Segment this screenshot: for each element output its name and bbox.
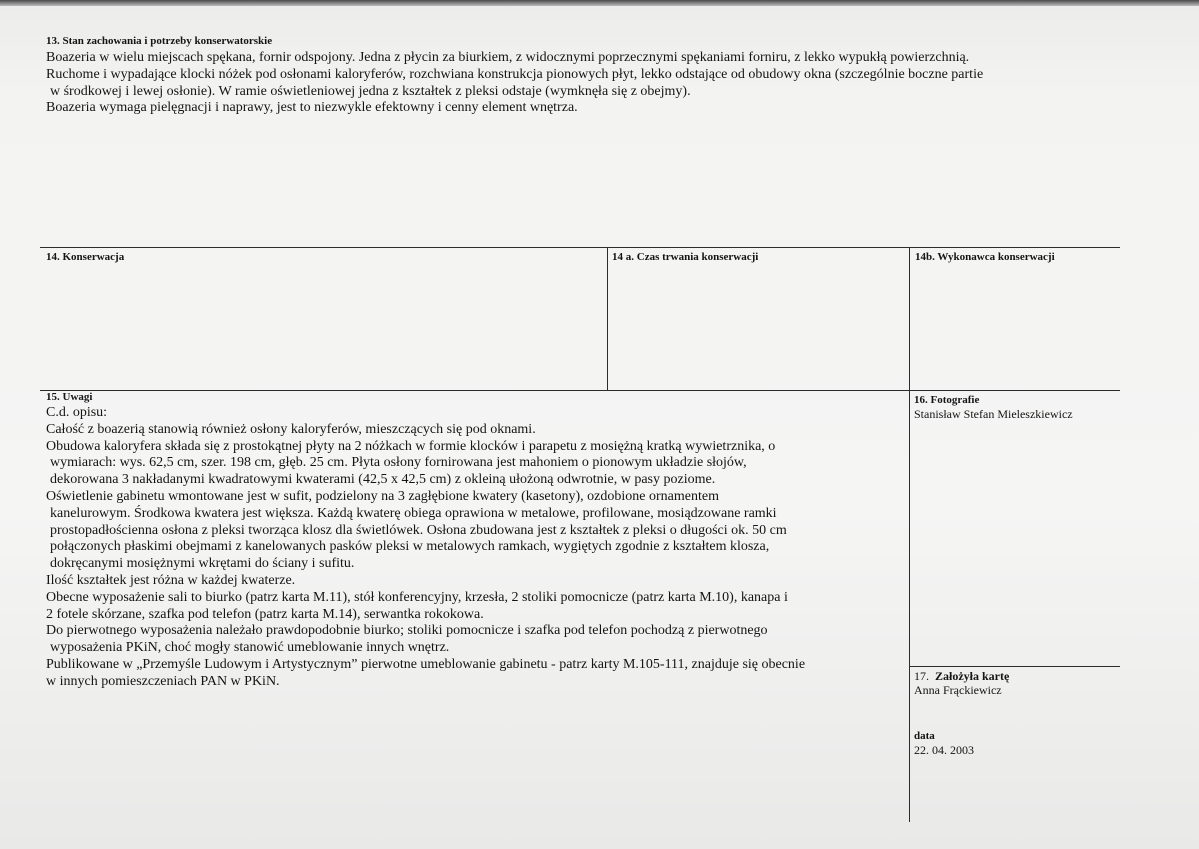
remarks-line: dekorowana 3 nakładanymi kwadratowymi kwaterami (42,5 x 42,5 cm) z okleiną ułożoną odwrotnie, w pasy poziome. [50,472,716,488]
remarks-line: wyposażenia PKiN, choć mogły stanowić umeblowanie innych wnętrz. [50,640,450,656]
condition-text [46,50,1146,117]
condition-line: Boazeria w wielu miejscach spękana, fornir odspojony. Jedna z płycin za biurkiem, z widocznymi poprzecznymi spękaniami forniru, z lekko wypukłą powierzchnią. [46,50,970,65]
cell-divider [909,666,1120,667]
section-photos [914,394,1119,421]
condition-line: Ruchome i wypadające klocki nóżek pod osłonami kaloryferów, rozchwiana konstrukcja pionowych płyt, lekko odstające od obudowy okna (szczególnie boczne partie [46,66,984,82]
remarks-heading: 15. Uwagi [46,391,93,403]
condition-line: w środkowej i lewej osłonie). W ramie oświetleniowej jedna z kształtek z pleksi odstaje (wymknęła się z obejmy). [50,83,691,99]
remarks-text [46,405,906,691]
remarks-line: Obudowa kaloryfera składa się z prostokątnej płyty na 2 nóżkach w formie klocków i parapetu z mosiężną kratką wywietrznika, o [46,438,776,454]
card-author-label: Założyła kartę [935,669,1010,683]
remarks-line: Publikowane w „Przemyśle Ludowym i Artystycznym” pierwotne umeblowanie gabinetu - patrz karty M.105-111, znajduje się obecnie [46,656,806,672]
conservator-heading: 14b. Wykonawca konserwacji [915,251,1055,263]
conservation-heading: 14. Konserwacja [46,251,125,263]
conservation-duration-heading: 14 a. Czas trwania konserwacji [612,251,759,263]
date-heading: data [914,730,935,742]
remarks-line: Oświetlenie gabinetu wmontowane jest w sufit, podzielony na 3 zagłębione kwatery (kasetony), ozdobione ornamentem [46,488,719,504]
section-date [914,730,1119,757]
remarks-line: prostopadłościenna osłona z pleksi tworząca klosz dla świetlówek. Osłona zbudowana jest z kształtek z pleksi o długości ok. 50 cm [50,522,787,538]
photographer-name: Stanisław Stefan Mieleszkiewicz [914,407,1073,421]
card-author-number: 17. [914,669,929,683]
remarks-line: wymiarach: wys. 62,5 cm, szer. 198 cm, głęb. 25 cm. Płyta osłony fornirowana jest mahoniem o pionowym układzie słojów, [50,455,747,471]
card-author-heading [914,670,1119,683]
condition-heading: 13. Stan zachowania i potrzeby konserwatorskie [46,35,273,47]
section-condition [46,35,1146,117]
remarks-line: Do pierwotnego wyposażenia należało prawdopodobnie biurko; stoliki pomocnicze i szafka pod telefon pochodzą z pierwotnego [46,623,768,639]
remarks-line: kanelurowym. Środkowa kwatera jest większa. Każdą kwaterę obiega oprawiona w metalowe, profilowane, mosiądzowane ramki [50,505,777,521]
remarks-line: w innych pomieszczeniach PAN w PKiN. [46,673,280,689]
column-divider [909,247,910,822]
table-top-rule [40,247,1120,248]
column-divider [607,247,608,390]
remarks-line: Ilość kształtek jest różna w każdej kwaterze. [46,572,296,588]
remarks-line: 2 fotele skórzane, szafka pod telefon (patrz karta M.14), serwantka rokokowa. [46,606,484,622]
photos-heading: 16. Fotografie [914,394,980,406]
remarks-line: dokręcanymi mosiężnymi wkrętami do ściany i sufitu. [50,556,355,572]
section-card-author [914,670,1119,697]
remarks-line: Całość z boazerią stanowią również osłony kaloryferów, mieszczących się pod oknami. [46,421,536,437]
date-value: 22. 04. 2003 [914,743,974,757]
remarks-line: Obecne wyposażenie sali to biurko (patrz karta M.11), stół konferencyjny, krzesła, 2 stoliki pomocnicze (patrz karta M.10), kanapa i [46,589,788,605]
condition-line: Boazeria wymaga pielęgnacji i naprawy, jest to niezwykle efektowny i cenny element wnętrza. [46,100,578,116]
remarks-line: połączonych płaskimi obejmami z kanelowanych pasków pleksi w metalowych ramkach, wygiętych zgodnie z kształtem klosza, [50,539,770,555]
section-remarks [46,391,906,691]
remarks-line: C.d. opisu: [46,405,108,420]
card-author-name: Anna Frąckiewicz [914,683,1002,697]
